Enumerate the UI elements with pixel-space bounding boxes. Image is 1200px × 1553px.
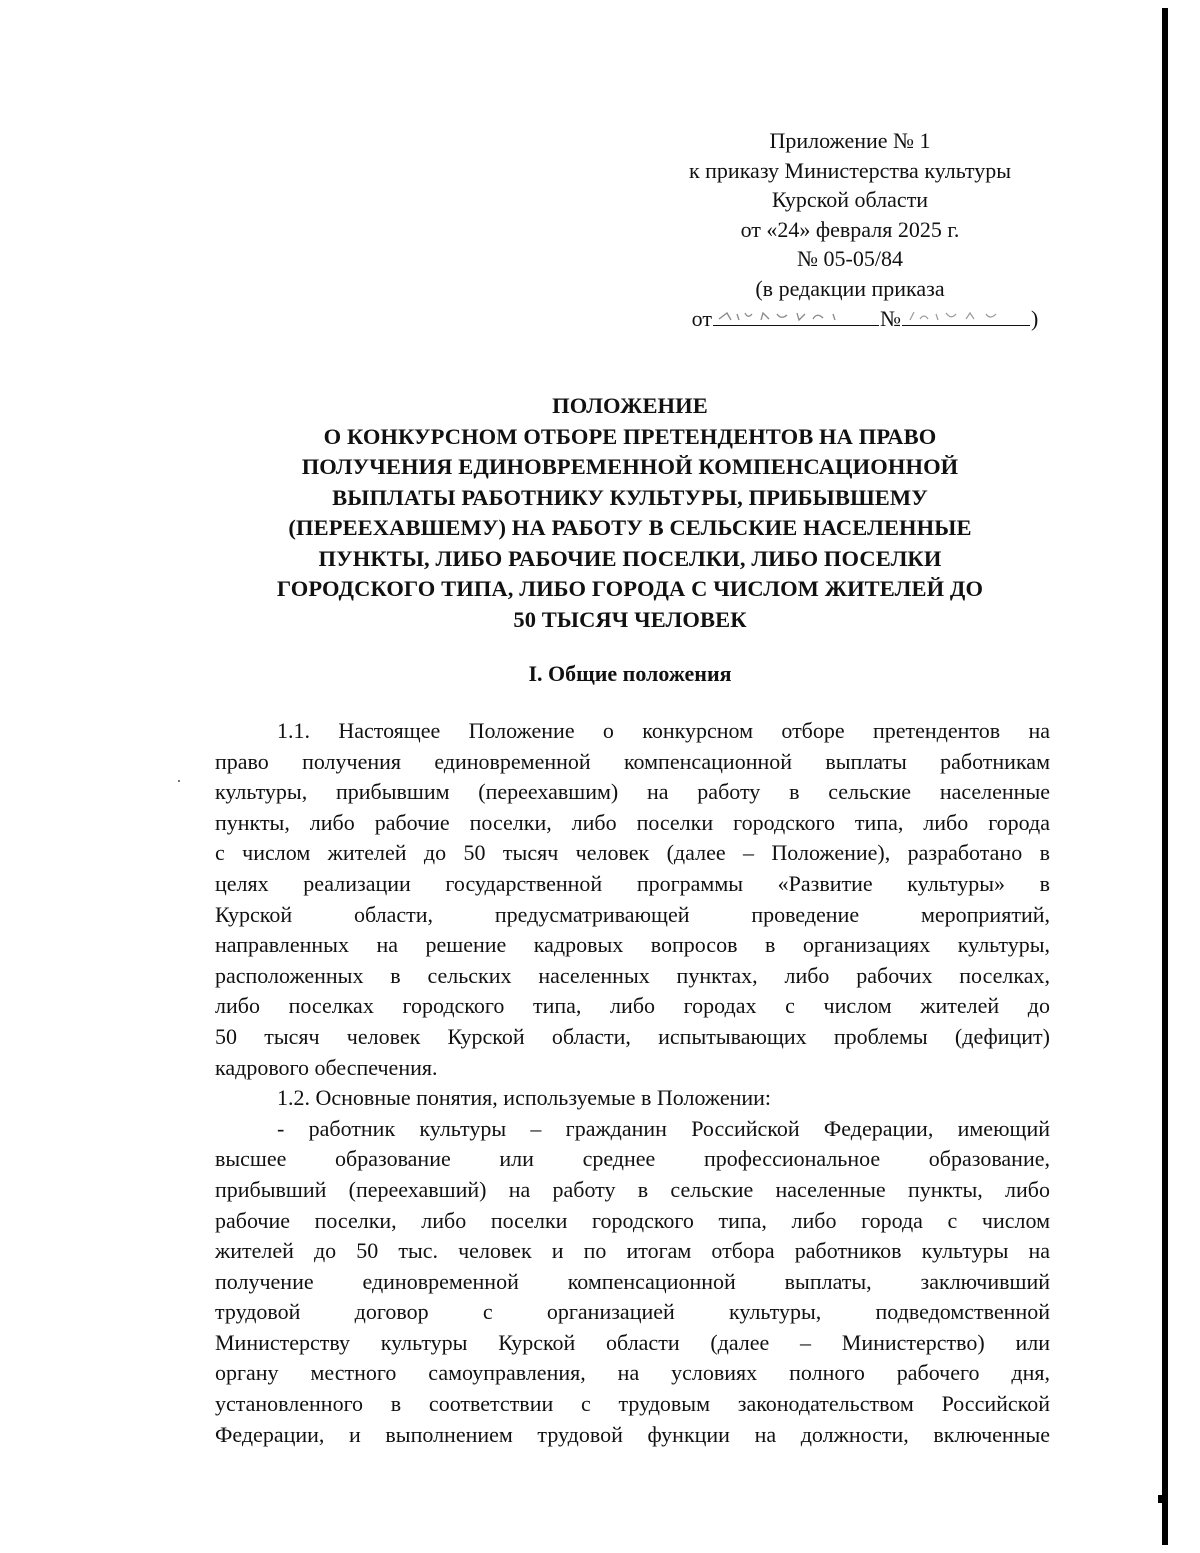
body-line: кадрового обеспечения.: [215, 1054, 438, 1080]
revision-from-label: от: [691, 306, 712, 331]
body-line: высшее образование или среднее профессиональное образование,: [215, 1146, 1050, 1172]
order-number: № 05-05/84: [797, 246, 903, 271]
revision-number-label: №: [880, 306, 901, 331]
scan-speck: [178, 780, 180, 782]
revision-close: ): [1031, 306, 1039, 331]
body-line: жителей до 50 тыс. человек и по итогам отбора работников культуры на: [215, 1238, 1050, 1264]
body-line: Федерации, и выполнением трудовой функции на должности, включенные: [215, 1421, 1050, 1447]
document-title: [200, 391, 1060, 635]
body-line: целях реализации государственной программы «Развитие культуры» в: [215, 870, 1050, 896]
body-line: либо поселках городского типа, либо городах с числом жителей до: [215, 993, 1050, 1019]
region-name: Курской области: [771, 187, 929, 212]
body-line: 1.2. Основные понятия, используемые в Положении:: [277, 1085, 772, 1111]
body-line: 1.1. Настоящее Положение о конкурсном отборе претендентов на: [277, 718, 1050, 743]
body-line: с числом жителей до 50 тысяч человек (далее – Положение), разработано в: [215, 840, 1050, 866]
body-line: - работник культуры – гражданин Российской Федерации, имеющий: [277, 1115, 1050, 1141]
body-line: рабочие поселки, либо поселки городского типа, либо города с числом: [215, 1207, 1050, 1233]
body-line: органу местного самоуправления, на условиях полного рабочего дня,: [215, 1360, 1050, 1386]
handwritten-number-scribble: [906, 310, 1026, 322]
section-heading: I. Общие положения: [528, 661, 732, 686]
body-line: право получения единовременной компенсационной выплаты работникам: [215, 748, 1050, 774]
handwritten-date-scribble: [717, 310, 875, 322]
title-line: ПОЛУЧЕНИЯ ЕДИНОВРЕМЕННОЙ КОМПЕНСАЦИОННОЙ: [301, 454, 959, 479]
body-line: трудовой договор с организацией культуры, подведомственной: [215, 1299, 1050, 1325]
revision-note: (в редакции приказа: [755, 275, 945, 301]
title-line: ПУНКТЫ, ЛИБО РАБОЧИЕ ПОСЕЛКИ, ЛИБО ПОСЕЛКИ: [318, 545, 942, 571]
revision-date-field: [713, 303, 879, 326]
page-edge-mark: [1158, 1495, 1162, 1503]
body-line: прибывший (переехавший) на работу в сельские населенные пункты, либо: [215, 1176, 1050, 1202]
title-line: 50 ТЫСЯЧ ЧЕЛОВЕК: [513, 606, 747, 632]
document-body: [215, 716, 1050, 1450]
title-line: О КОНКУРСНОМ ОТБОРЕ ПРЕТЕНДЕНТОВ НА ПРАВО: [323, 423, 937, 449]
body-line: установленного в соответствии с трудовым законодательством Российской: [215, 1391, 1050, 1417]
body-line: Министерству культуры Курской области (далее – Министерство) или: [215, 1329, 1050, 1355]
body-line: культуры, прибывшим (переехавшим) на работу в сельские населенные: [215, 779, 1050, 805]
body-line: расположенных в сельских населенных пунктах, либо рабочих поселках,: [215, 962, 1050, 988]
body-line: получение единовременной компенсационной выплаты, заключивший: [215, 1268, 1050, 1294]
title-line: ВЫПЛАТЫ РАБОТНИКУ КУЛЬТУРЫ, ПРИБЫВШЕМУ: [332, 484, 928, 510]
appendix-number: Приложение № 1: [769, 128, 931, 153]
body-line: Курской области, предусматривающей проведение мероприятий,: [215, 901, 1050, 927]
body-line: пункты, либо рабочие поселки, либо поселки городского типа, либо города: [215, 809, 1050, 835]
title-line: ПОЛОЖЕНИЕ: [552, 393, 708, 418]
title-line: ГОРОДСКОГО ТИПА, ЛИБО ГОРОДА С ЧИСЛОМ ЖИТЕЛЕЙ ДО: [276, 576, 984, 601]
page-edge-line: [1162, 8, 1168, 1545]
body-line: направленных на решение кадровых вопросов в организациях культуры,: [215, 932, 1050, 958]
order-reference: к приказу Министерства культуры: [688, 157, 1012, 183]
revision-reference: [692, 303, 1039, 334]
order-date: от «24» февраля 2025 г.: [740, 216, 960, 242]
body-line: 50 тысяч человек Курской области, испытывающих проблемы (дефицит): [215, 1023, 1050, 1049]
revision-number-field: [902, 303, 1030, 326]
title-line: (ПЕРЕЕХАВШЕМУ) НА РАБОТУ В СЕЛЬСКИЕ НАСЕЛЕННЫЕ: [288, 515, 972, 540]
appendix-header: [640, 126, 1060, 334]
